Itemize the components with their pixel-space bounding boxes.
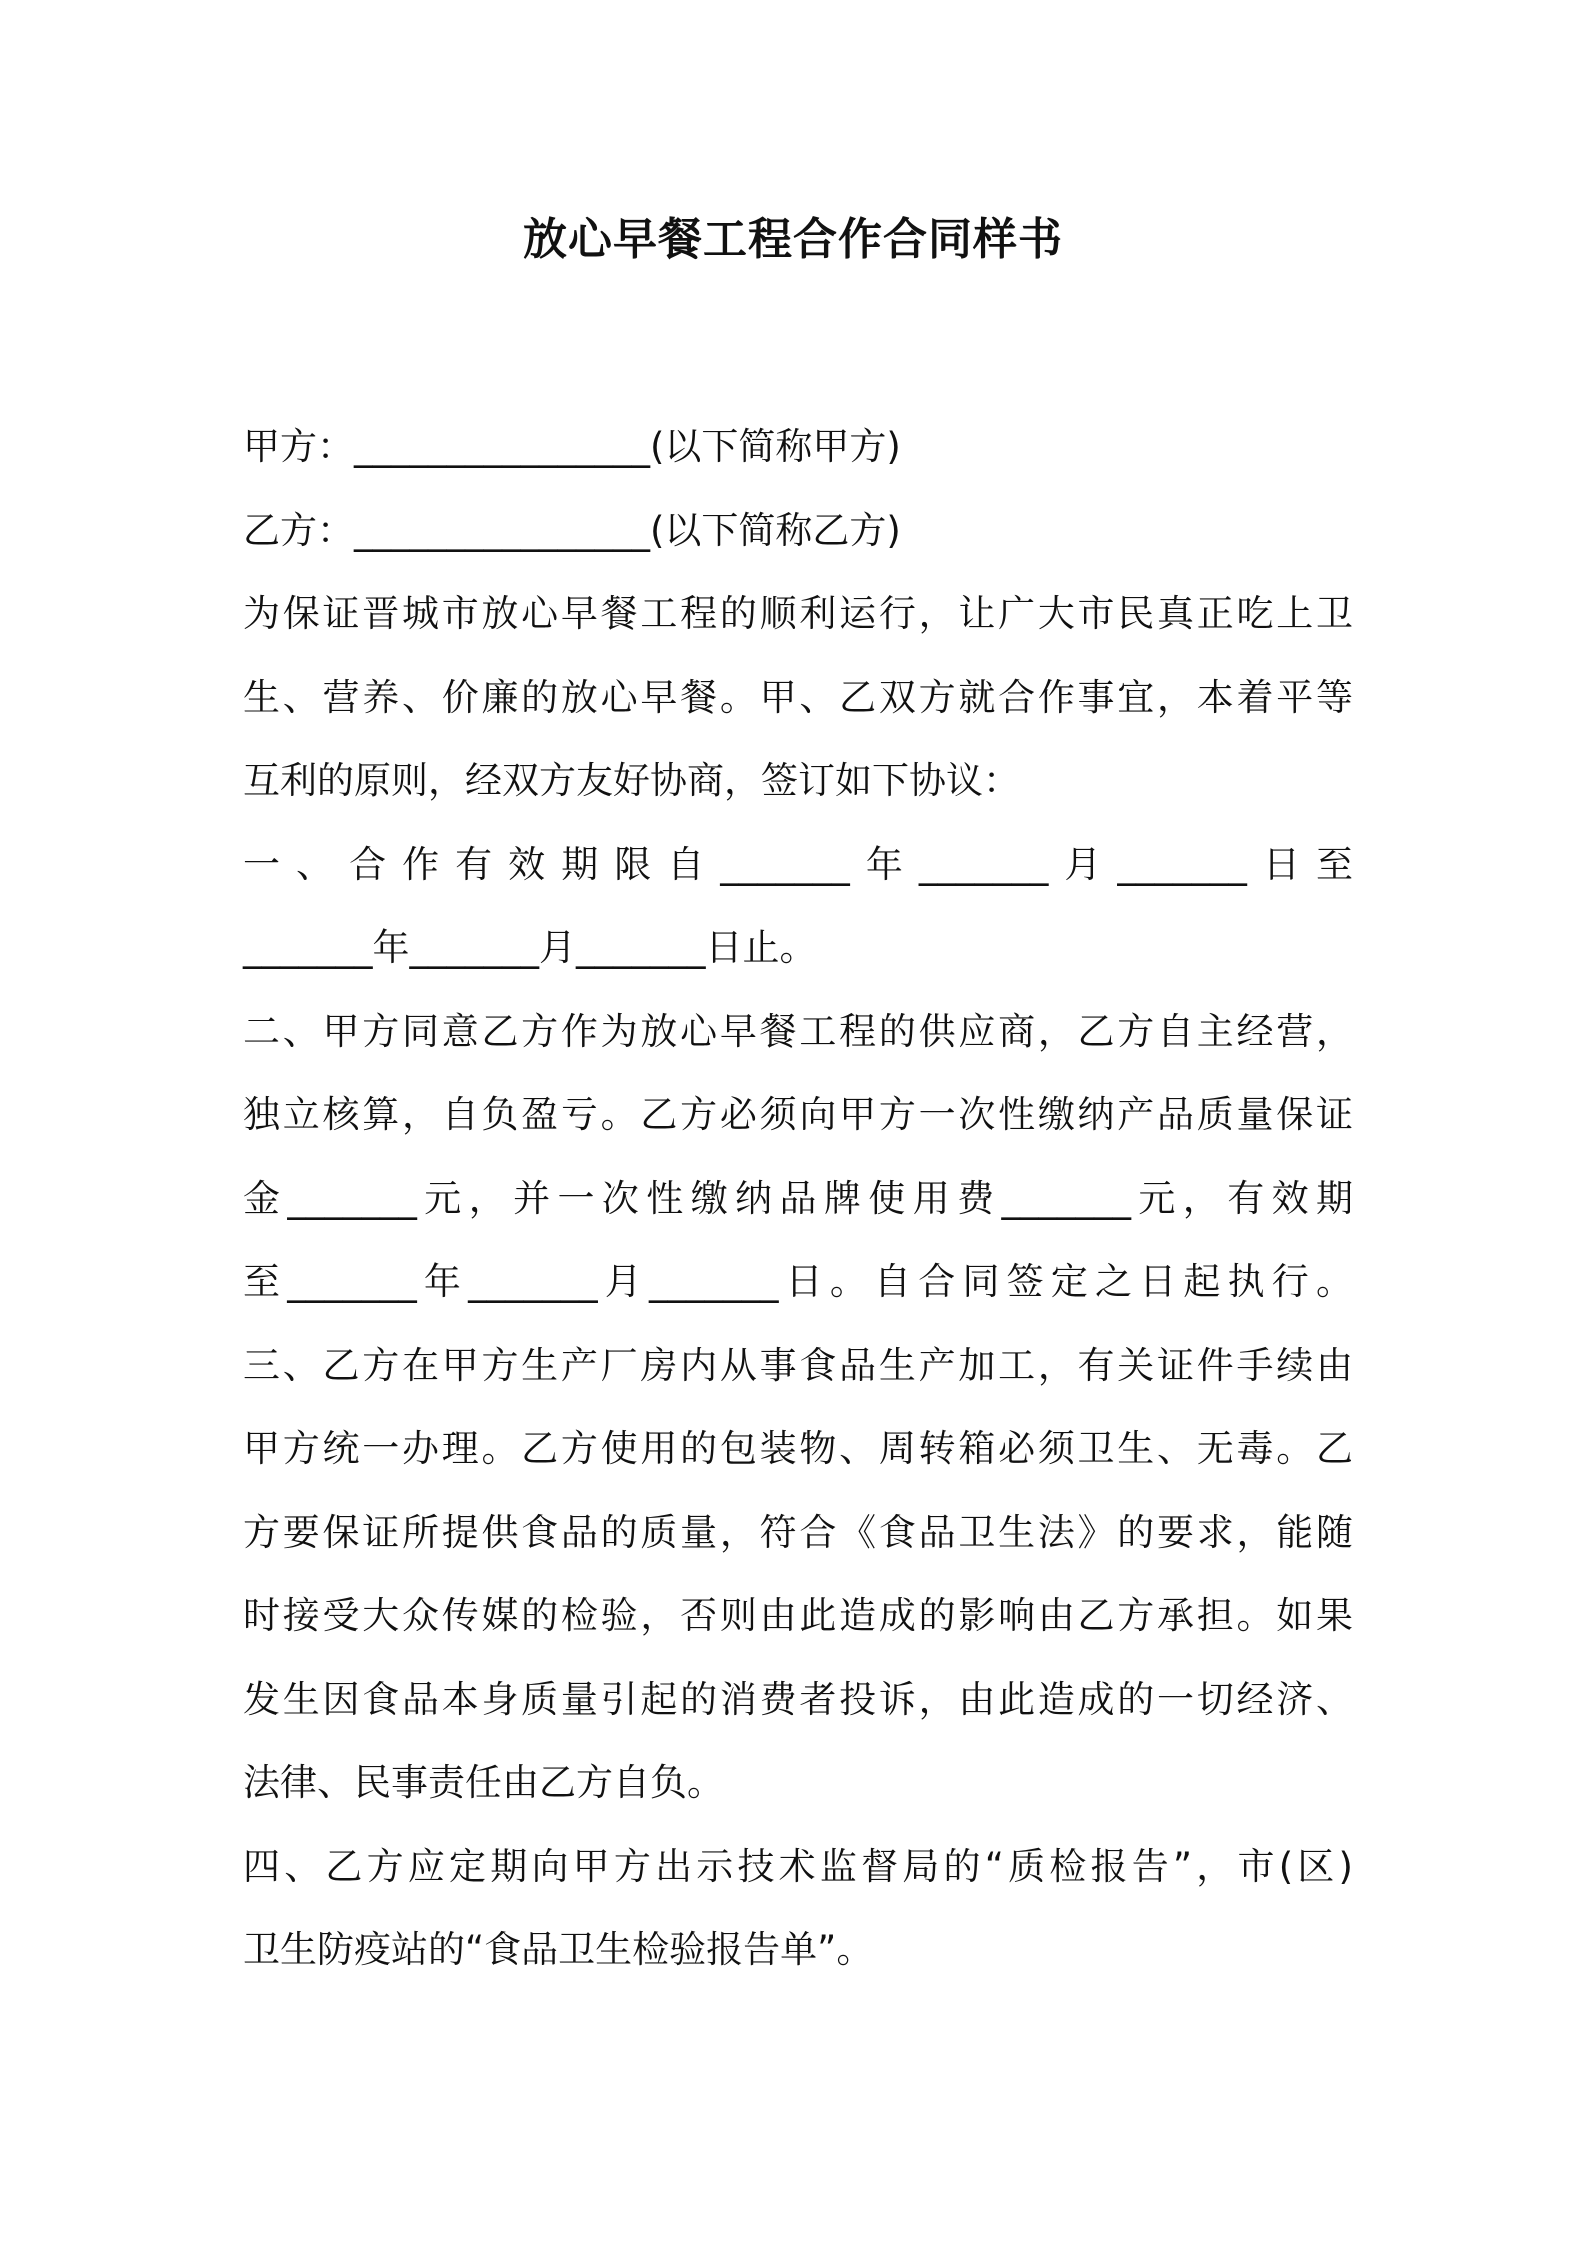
preamble-line: 为保证晋城市放心早餐工程的顺利运行，让广大市民真正吃上卫 [243, 592, 1353, 635]
document-body [243, 405, 1353, 1992]
clause-2-line: 金_______元，并一次性缴纳品牌使用费_______元，有效期 [243, 1176, 1353, 1220]
clause-1-line: 一、合作有效期限自_______年_______月_______日至 [243, 842, 1353, 886]
document-title: 放心早餐工程合作合同样书 [523, 214, 1063, 265]
clause-1-line: _______年_______月_______日止。 [243, 926, 817, 969]
clause-3-line: 时接受大众传媒的检验，否则由此造成的影响由乙方承担。如果 [243, 1594, 1353, 1637]
clause-2-line: 至_______年_______月_______日。自合同签定之日起执行。 [243, 1260, 1353, 1303]
clause-3-line: 甲方统一办理。乙方使用的包装物、周转箱必须卫生、无毒。乙 [243, 1427, 1353, 1470]
preamble-line: 生、营养、价廉的放心早餐。甲、乙双方就合作事宜，本着平等 [243, 675, 1353, 719]
clause-3-line: 方要保证所提供食品的质量，符合《食品卫生法》的要求，能随 [243, 1510, 1353, 1554]
clause-3-line: 法律、民事责任由乙方自负。 [243, 1761, 724, 1804]
clause-2-line: 独立核算，自负盈亏。乙方必须向甲方一次性缴纳产品质量保证 [243, 1093, 1353, 1136]
clause-4-line: 卫生防疫站的“食品卫生检验报告单”。 [243, 1928, 874, 1971]
preamble-line: 互利的原则，经双方友好协商，签订如下协议： [243, 759, 1020, 802]
clause-3-line: 三、乙方在甲方生产厂房内从事食品生产加工，有关证件手续由 [243, 1343, 1353, 1387]
party-a-line: 甲方：________________(以下简称甲方) [243, 425, 901, 468]
party-b-line: 乙方：________________(以下简称乙方) [243, 508, 901, 552]
clause-3-line: 发生因食品本身质量引起的消费者投诉，由此造成的一切经济、 [243, 1677, 1353, 1721]
clause-4-line: 四、乙方应定期向甲方出示技术监督局的“质检报告”，市(区) [243, 1844, 1353, 1888]
clause-2-line: 二、甲方同意乙方作为放心早餐工程的供应商，乙方自主经营， [243, 1009, 1353, 1053]
